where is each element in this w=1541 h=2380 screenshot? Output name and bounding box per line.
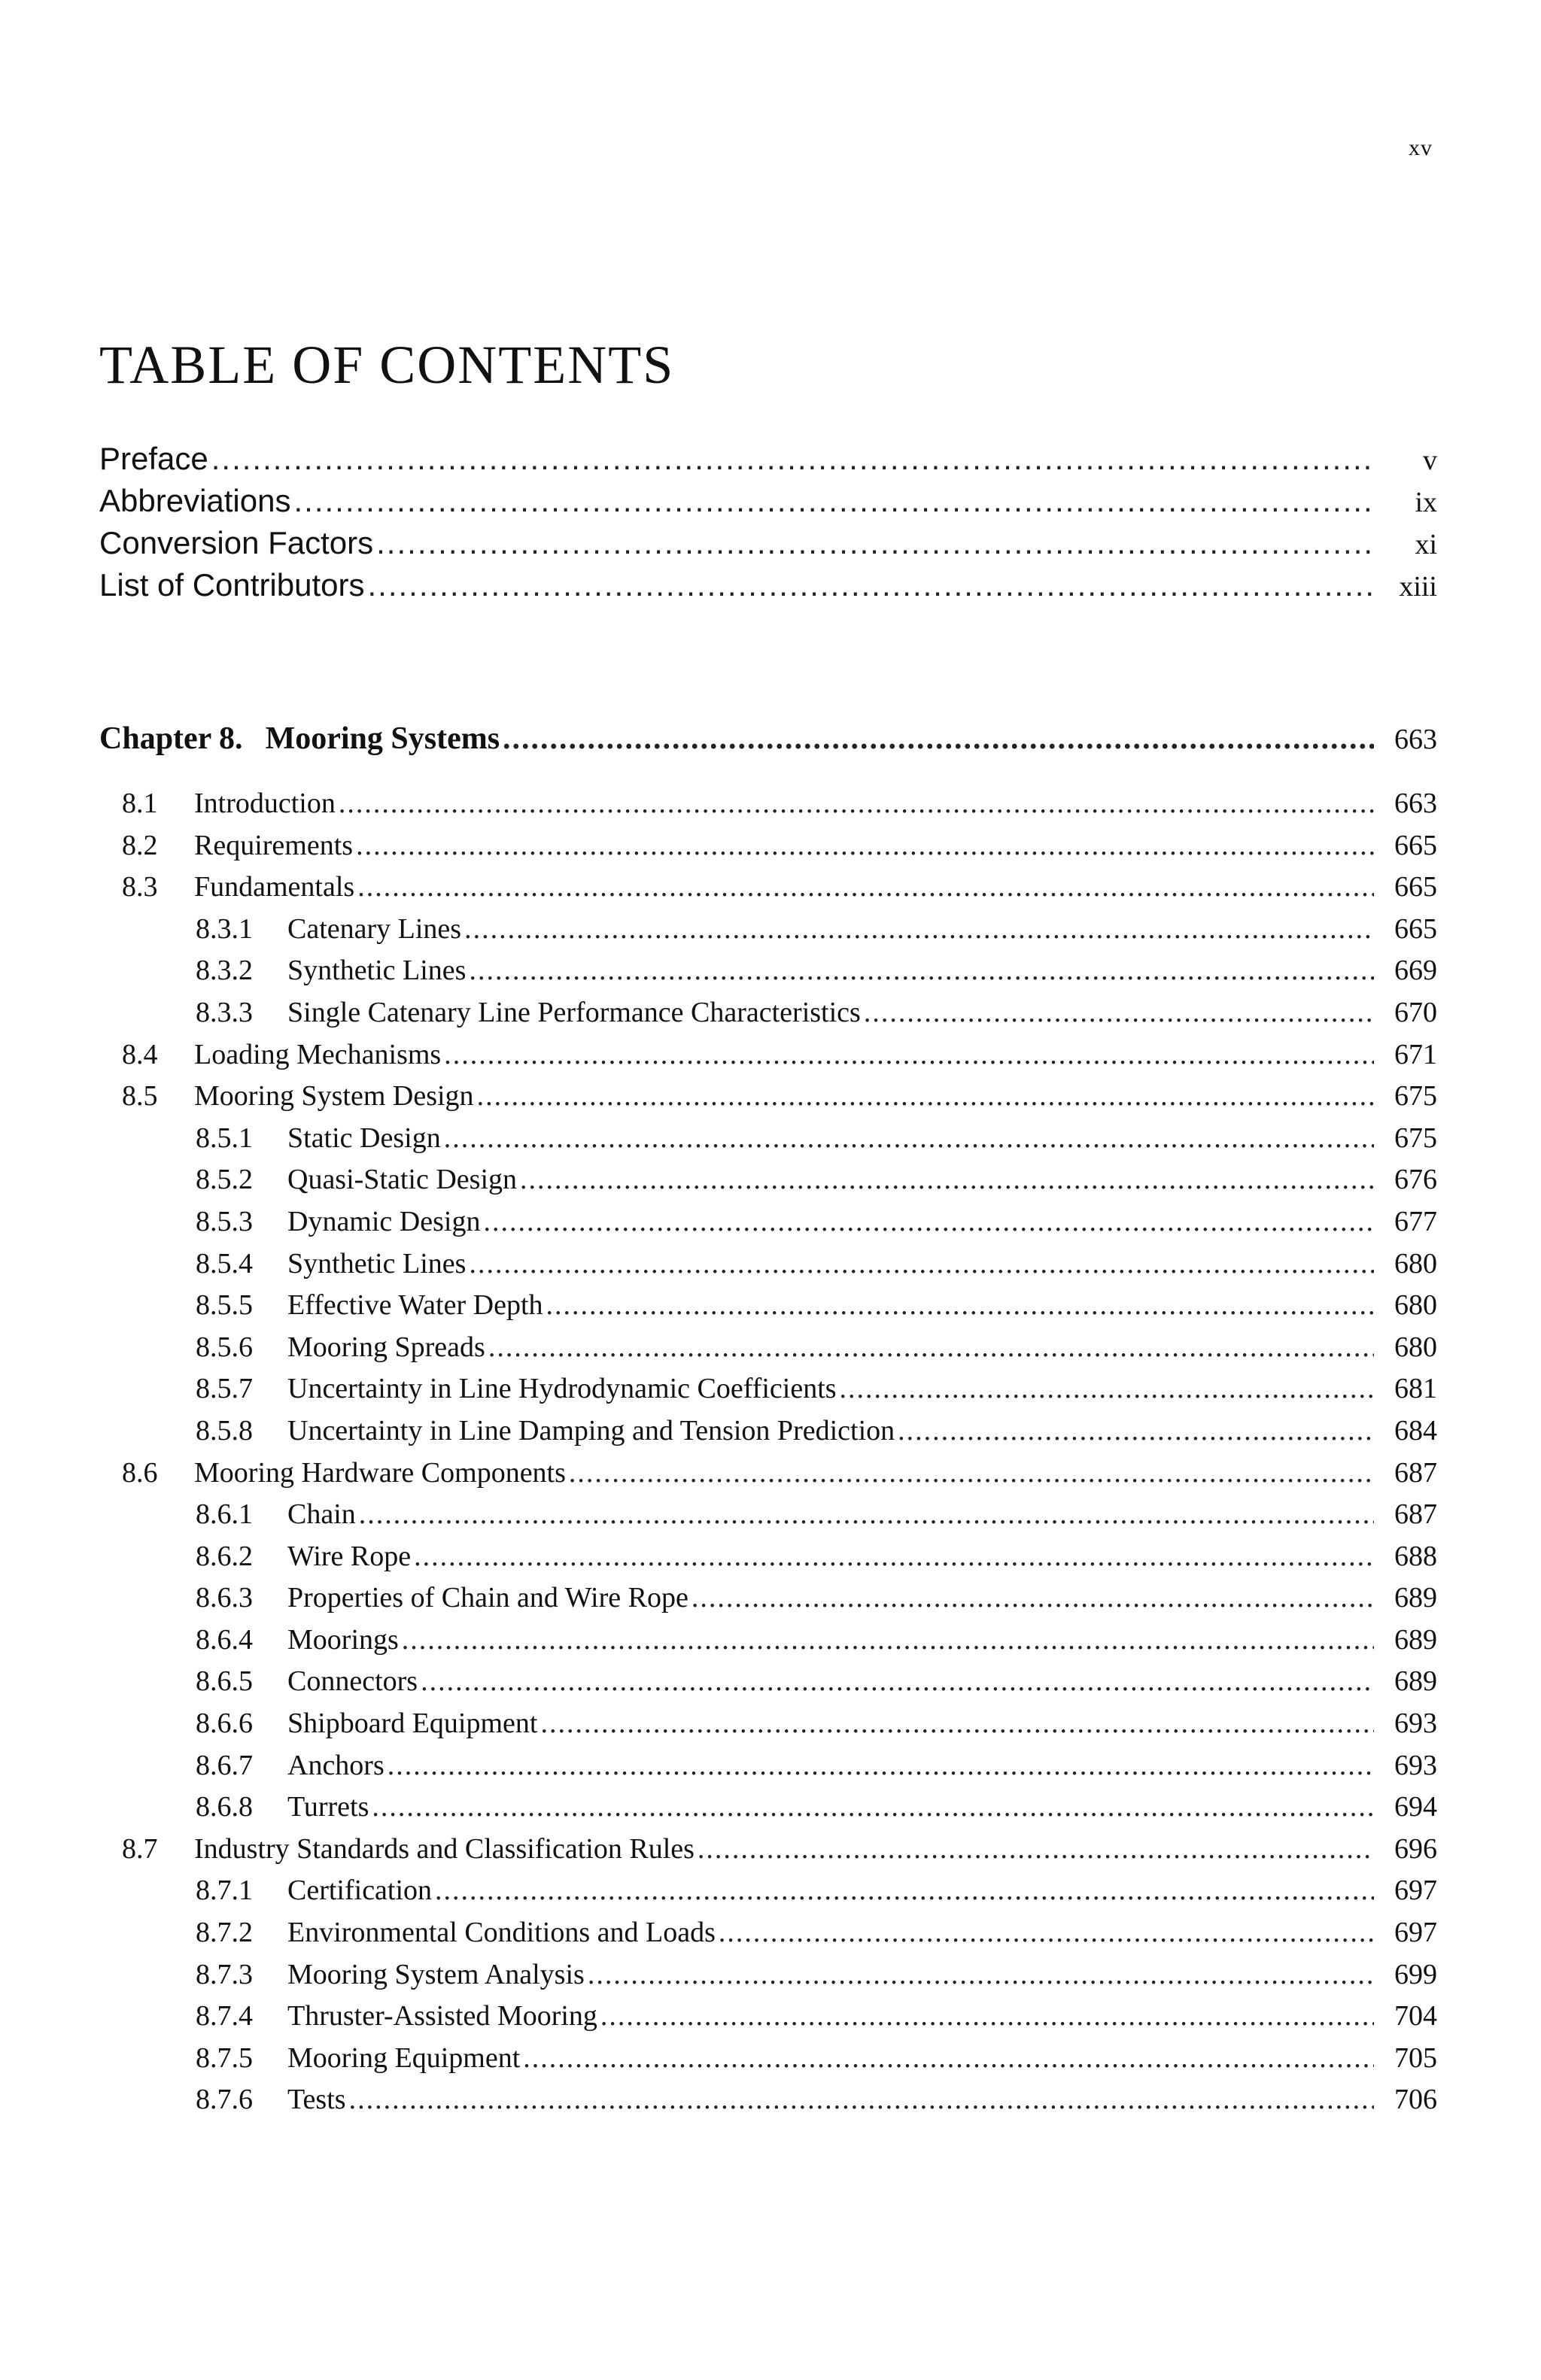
leader-dots <box>546 1289 1375 1322</box>
section-page: 665 <box>1394 829 1437 861</box>
section-title: Uncertainty in Line Damping and Tension Prediction <box>287 1414 895 1447</box>
section-page: 665 <box>1394 871 1437 903</box>
leader-dots <box>376 525 1374 561</box>
toc-section-entry[interactable] <box>122 1372 1437 1414</box>
toc-entry-label: List of Contributors <box>99 567 365 603</box>
section-page: 689 <box>1394 1623 1437 1656</box>
leader-dots <box>372 1790 1374 1823</box>
leader-dots <box>719 1916 1374 1949</box>
section-title: Quasi-Static Design <box>287 1164 518 1196</box>
toc-entry-label: Preface <box>99 441 208 476</box>
leader-dots <box>898 1414 1374 1447</box>
section-number: 8.7.5 <box>196 2042 253 2074</box>
section-page: 675 <box>1394 1080 1437 1113</box>
toc-section-entry[interactable] <box>122 1079 1437 1122</box>
section-page: 689 <box>1394 1582 1437 1614</box>
toc-section-entry[interactable] <box>122 1289 1437 1331</box>
section-title: Loading Mechanisms <box>194 1038 442 1070</box>
leader-dots <box>864 996 1374 1029</box>
section-number: 8.2 <box>122 829 158 861</box>
section-number: 8.5.6 <box>196 1331 253 1363</box>
section-title: Anchors <box>287 1749 384 1781</box>
leader-dots <box>402 1623 1374 1656</box>
toc-section-entry[interactable] <box>122 996 1437 1038</box>
section-title: Mooring Hardware Components <box>194 1456 566 1489</box>
leader-dots <box>469 1247 1374 1280</box>
toc-section-entry[interactable] <box>122 1790 1437 1832</box>
toc-section-entry[interactable] <box>122 1540 1437 1582</box>
leader-dots <box>421 1665 1374 1698</box>
leader-dots <box>698 1832 1374 1865</box>
toc-section-entry[interactable] <box>122 1874 1437 1916</box>
toc-section-entry[interactable] <box>122 787 1437 829</box>
section-number: 8.6.2 <box>196 1540 253 1572</box>
section-number: 8.1 <box>122 788 158 819</box>
toc-entry-label: Abbreviations <box>99 483 291 518</box>
section-number: 8.6.5 <box>196 1665 253 1698</box>
leader-dots <box>520 1163 1374 1196</box>
section-title: Connectors <box>287 1665 418 1698</box>
leader-dots <box>388 1749 1374 1782</box>
leader-dots <box>488 1331 1374 1364</box>
toc-section-entry[interactable] <box>122 1456 1437 1498</box>
section-number: 8.3 <box>122 871 158 903</box>
section-title: Turrets <box>287 1791 369 1823</box>
section-page: 670 <box>1394 996 1437 1028</box>
section-number: 8.5.3 <box>196 1205 253 1237</box>
toc-section-entry[interactable] <box>122 1581 1437 1623</box>
section-title: Single Catenary Line Performance Characteristics <box>287 996 861 1028</box>
toc-section-entry[interactable] <box>122 1247 1437 1289</box>
leader-dots <box>477 1079 1374 1113</box>
section-page: 676 <box>1394 1164 1437 1196</box>
section-page: 675 <box>1394 1122 1437 1154</box>
leader-dots <box>349 2083 1374 2116</box>
section-list <box>122 787 1437 2125</box>
leader-dots <box>444 1122 1374 1155</box>
section-page: 669 <box>1394 955 1437 987</box>
toc-entry-page: ix <box>1415 487 1437 518</box>
section-number: 8.7.4 <box>196 2000 253 2032</box>
section-title: Introduction <box>194 788 336 819</box>
leader-dots <box>211 441 1374 477</box>
leader-dots <box>523 2042 1374 2075</box>
section-title: Properties of Chain and Wire Rope <box>287 1582 688 1614</box>
section-page: 665 <box>1394 912 1437 945</box>
section-number: 8.6.1 <box>196 1498 253 1531</box>
section-title: Shipboard Equipment <box>287 1708 538 1740</box>
section-page: 677 <box>1394 1205 1437 1237</box>
section-title: Chain <box>287 1498 356 1531</box>
section-page: 689 <box>1394 1665 1437 1698</box>
leader-dots <box>357 870 1374 903</box>
section-title: Thruster-Assisted Mooring <box>287 2000 597 2032</box>
chapter-heading[interactable] <box>99 721 1437 757</box>
toc-section-entry[interactable] <box>122 1498 1437 1540</box>
toc-entry-page: xiii <box>1399 571 1437 603</box>
section-page: 705 <box>1394 2042 1437 2074</box>
section-number: 8.3.2 <box>196 955 253 987</box>
section-page: 680 <box>1394 1331 1437 1363</box>
toc-section-entry[interactable] <box>122 954 1437 996</box>
page-title: TABLE OF CONTENTS <box>99 335 675 395</box>
toc-entry-list-of-contributors[interactable] <box>99 567 1437 609</box>
chapter-page: 663 <box>1394 724 1437 755</box>
section-page: 680 <box>1394 1289 1437 1322</box>
section-number: 8.5.8 <box>196 1414 253 1447</box>
toc-entry-page: v <box>1423 445 1437 476</box>
section-title: Industry Standards and Classification Rules <box>194 1832 695 1865</box>
leader-dots <box>464 912 1374 946</box>
section-number: 8.7.3 <box>196 1958 253 1990</box>
section-page: 663 <box>1394 788 1437 819</box>
section-page: 697 <box>1394 1875 1437 1907</box>
toc-entry-page: xi <box>1415 529 1437 560</box>
leader-dots <box>293 483 1374 519</box>
section-page: 699 <box>1394 1958 1437 1990</box>
toc-section-entry[interactable] <box>122 1122 1437 1164</box>
leader-dots <box>356 829 1374 862</box>
section-page: 687 <box>1394 1498 1437 1531</box>
leader-dots <box>840 1372 1374 1405</box>
section-title: Certification <box>287 1875 433 1907</box>
toc-section-entry[interactable] <box>122 1707 1437 1749</box>
section-number: 8.5.7 <box>196 1373 253 1405</box>
section-page: 696 <box>1394 1832 1437 1865</box>
toc-section-entry[interactable] <box>122 829 1437 871</box>
section-title: Requirements <box>194 829 354 861</box>
section-number: 8.7.1 <box>196 1875 253 1907</box>
leader-dots <box>444 1038 1374 1071</box>
section-number: 8.7.2 <box>196 1917 253 1949</box>
section-page: 684 <box>1394 1414 1437 1447</box>
toc-entry-label: Conversion Factors <box>99 525 374 560</box>
toc-section-entry[interactable] <box>122 1038 1437 1080</box>
toc-section-entry[interactable] <box>122 1205 1437 1247</box>
toc-section-entry[interactable] <box>122 1163 1437 1205</box>
section-page: 680 <box>1394 1247 1437 1280</box>
section-title: Mooring Spreads <box>287 1331 485 1363</box>
section-title: Fundamentals <box>194 871 355 903</box>
section-number: 8.3.3 <box>196 996 253 1028</box>
leader-dots <box>435 1874 1374 1907</box>
leader-dots <box>483 1205 1374 1238</box>
chapter-label: Chapter 8. <box>99 721 243 756</box>
section-page: 688 <box>1394 1540 1437 1572</box>
toc-section-entry[interactable] <box>122 870 1437 912</box>
leader-dots <box>503 721 1374 757</box>
section-number: 8.7 <box>122 1832 158 1865</box>
section-title: Synthetic Lines <box>287 1247 467 1280</box>
toc-section-entry[interactable] <box>122 1958 1437 2000</box>
section-page: 704 <box>1394 2000 1437 2032</box>
toc-section-entry[interactable] <box>122 1832 1437 1875</box>
leader-dots <box>368 567 1375 603</box>
section-title: Mooring Equipment <box>287 2042 521 2074</box>
toc-entry-conversion-factors[interactable] <box>99 525 1437 567</box>
toc-section-entry[interactable] <box>122 1414 1437 1456</box>
section-title: Environmental Conditions and Loads <box>287 1917 716 1949</box>
section-title: Mooring System Design <box>194 1080 474 1113</box>
section-number: 8.5.4 <box>196 1247 253 1280</box>
toc-section-entry[interactable] <box>122 2042 1437 2084</box>
section-title: Uncertainty in Line Hydrodynamic Coefficients <box>287 1373 837 1405</box>
section-number: 8.6.3 <box>196 1582 253 1614</box>
section-title: Catenary Lines <box>287 912 462 945</box>
section-number: 8.5.5 <box>196 1289 253 1322</box>
section-number: 8.7.6 <box>196 2084 253 2116</box>
section-number: 8.5 <box>122 1080 158 1113</box>
toc-section-entry[interactable] <box>122 1331 1437 1373</box>
section-page: 693 <box>1394 1708 1437 1740</box>
page-number: xv <box>1409 135 1433 160</box>
leader-dots <box>339 787 1374 820</box>
toc-section-entry[interactable] <box>122 1665 1437 1707</box>
toc-section-entry[interactable] <box>122 2083 1437 2125</box>
section-title: Mooring System Analysis <box>287 1958 585 1990</box>
section-number: 8.6.7 <box>196 1749 253 1781</box>
section-number: 8.4 <box>122 1038 158 1070</box>
section-page: 681 <box>1394 1373 1437 1405</box>
section-title: Static Design <box>287 1122 441 1154</box>
section-page: 694 <box>1394 1791 1437 1823</box>
toc-entry-preface[interactable] <box>99 441 1437 483</box>
leader-dots <box>540 1707 1374 1740</box>
section-number: 8.6 <box>122 1456 158 1489</box>
section-number: 8.6.8 <box>196 1791 253 1823</box>
section-title: Moorings <box>287 1623 399 1656</box>
leader-dots <box>569 1456 1374 1489</box>
section-title: Synthetic Lines <box>287 955 467 987</box>
leader-dots <box>469 954 1374 987</box>
front-matter-list <box>99 441 1437 609</box>
section-number: 8.3.1 <box>196 912 253 945</box>
leader-dots <box>600 1999 1374 2032</box>
section-title: Effective Water Depth <box>287 1289 543 1322</box>
section-number: 8.5.2 <box>196 1164 253 1196</box>
section-title: Tests <box>287 2084 346 2116</box>
chapter-title: Mooring Systems <box>265 721 500 756</box>
section-page: 671 <box>1394 1038 1437 1070</box>
section-title: Dynamic Design <box>287 1205 481 1237</box>
section-title: Wire Rope <box>287 1540 412 1572</box>
section-page: 706 <box>1394 2084 1437 2116</box>
section-page: 687 <box>1394 1456 1437 1489</box>
toc-section-entry[interactable] <box>122 1623 1437 1665</box>
toc-section-entry[interactable] <box>122 1749 1437 1791</box>
toc-section-entry[interactable] <box>122 1916 1437 1958</box>
section-number: 8.5.1 <box>196 1122 253 1154</box>
toc-section-entry[interactable] <box>122 912 1437 955</box>
section-number: 8.6.4 <box>196 1623 253 1656</box>
leader-dots <box>691 1581 1374 1614</box>
leader-dots <box>588 1958 1374 1991</box>
section-number: 8.6.6 <box>196 1708 253 1740</box>
section-page: 697 <box>1394 1917 1437 1949</box>
leader-dots <box>359 1498 1374 1531</box>
toc-section-entry[interactable] <box>122 1999 1437 2042</box>
toc-entry-abbreviations[interactable] <box>99 483 1437 525</box>
section-page: 693 <box>1394 1749 1437 1781</box>
leader-dots <box>414 1540 1374 1573</box>
